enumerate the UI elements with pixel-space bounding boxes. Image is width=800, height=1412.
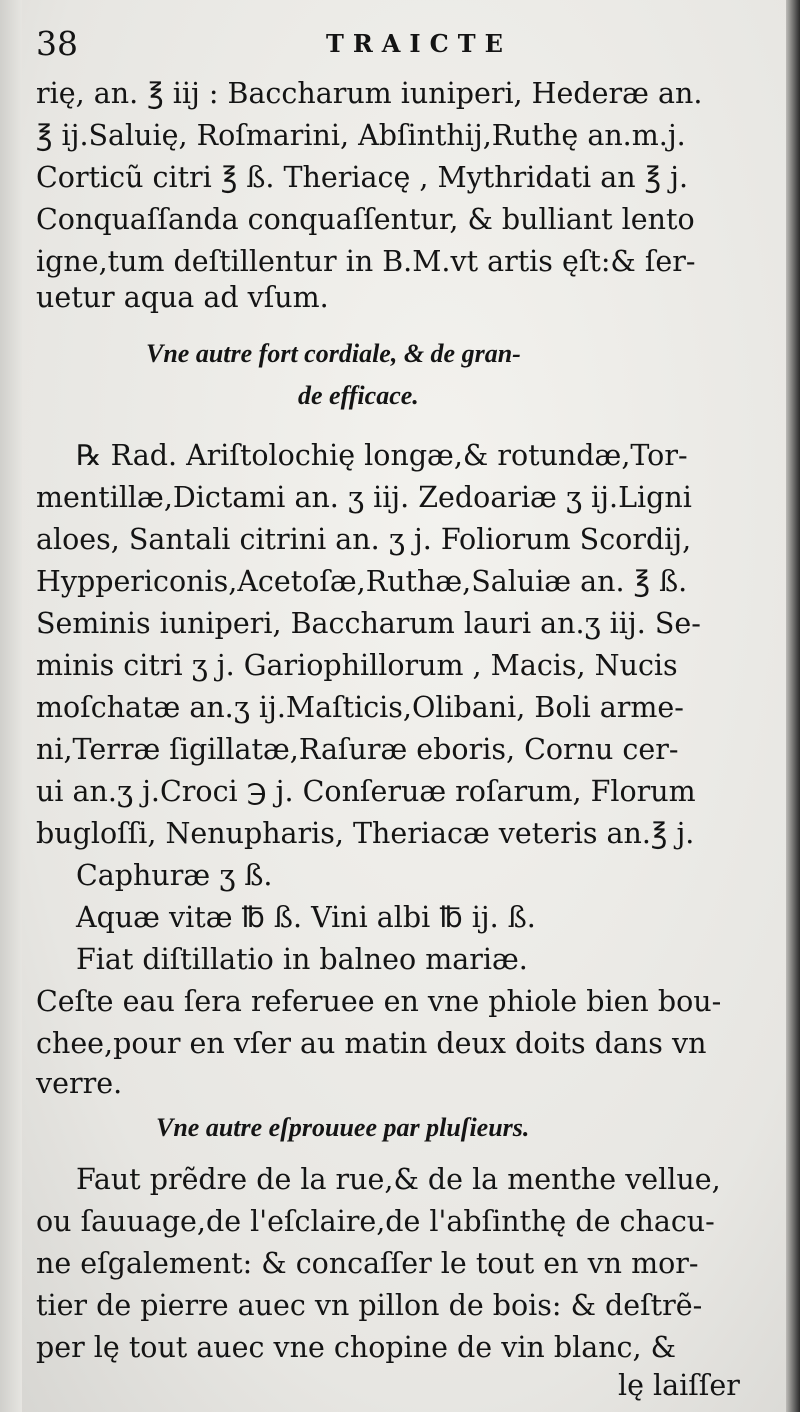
text-line: mentillæ,Dictami an. ʒ iij. Zedoariæ ʒ ij.Ligni <box>36 481 692 514</box>
text-line: Ceſte eau ſera referuee en vne phiole bien bou- <box>36 985 722 1018</box>
text-line: tier de pierre auec vn pillon de bois: & deſtrẽ- <box>36 1289 703 1322</box>
section-heading: de efficace. <box>298 381 419 410</box>
page-edge <box>786 0 800 1412</box>
text-line: Hyppericonis,Acetoſæ,Ruthæ,Saluiæ an. ℥ ß. <box>36 565 688 598</box>
text-line: verre. <box>36 1067 123 1100</box>
text-line: Seminis iuniperi, Baccharum lauri an.ʒ iij. Se- <box>36 607 701 640</box>
text-line: ni,Terræ ſigillatæ,Raſuræ eboris, Cornu cer- <box>36 733 679 766</box>
text-line: Corticũ citri ℥ ß. Theriacę , Mythridati an ℥ j. <box>36 161 689 194</box>
running-title: TRAICTE <box>326 29 512 58</box>
section-heading: Vne autre eſprouuee par pluſieurs. <box>156 1113 530 1142</box>
text-line: ℥ ij.Saluię, Roſmarini, Abſinthij,Ruthę an.m.j. <box>36 119 686 152</box>
text-line: per lę tout auec vne chopine de vin blanc, & <box>36 1331 676 1364</box>
section-heading: Vne autre fort cordiale, & de gran- <box>146 339 521 368</box>
text-line: ui an.ʒ j.Croci ℈ j. Conſeruæ roſarum, Florum <box>36 775 696 808</box>
text-line: Caphuræ ʒ ß. <box>76 859 273 892</box>
catchword: lę laiſſer <box>618 1369 740 1402</box>
text-line: minis citri ʒ j. Gariophillorum , Macis, Nucis <box>36 649 678 682</box>
text-line: Faut prẽdre de la rue,& de la menthe vellue, <box>76 1163 721 1196</box>
text-line: Aquæ vitæ ℔ ß. Vini albi ℔ ij. ß. <box>76 901 536 934</box>
text-line: ℞ Rad. Ariſtolochię longæ,& rotundæ,Tor- <box>76 439 688 472</box>
text-line: Conquaſſanda conquaſſentur, & bulliant lento <box>36 203 695 236</box>
page-gutter <box>0 0 22 1412</box>
text-line: igne,tum deſtillentur in B.M.vt artis ęſt:& ſer- <box>36 245 696 278</box>
text-line: rię, an. ℥ iij : Baccharum iuniperi, Hederæ an. <box>36 77 703 110</box>
text-line: moſchatæ an.ʒ ij.Maſticis,Olibani, Boli arme- <box>36 691 684 724</box>
text-line: ne eſgalement: & concaſſer le tout en vn mor- <box>36 1247 699 1280</box>
text-line: ou ſauuage,de l'eſclaire,de l'abſinthę de chacu- <box>36 1205 715 1238</box>
text-line: bugloſſi, Nenupharis, Theriacæ veteris an.℥ j. <box>36 817 695 850</box>
page-number: 38 <box>36 24 78 63</box>
text-line: Fiat diſtillatio in balneo mariæ. <box>76 943 528 976</box>
page-header <box>36 22 766 66</box>
text-line: aloes, Santali citrini an. ʒ j. Foliorum Scordij, <box>36 523 692 556</box>
text-line: uetur aqua ad vſum. <box>36 281 329 314</box>
text-line: chee,pour en vſer au matin deux doits dans vn <box>36 1027 707 1060</box>
